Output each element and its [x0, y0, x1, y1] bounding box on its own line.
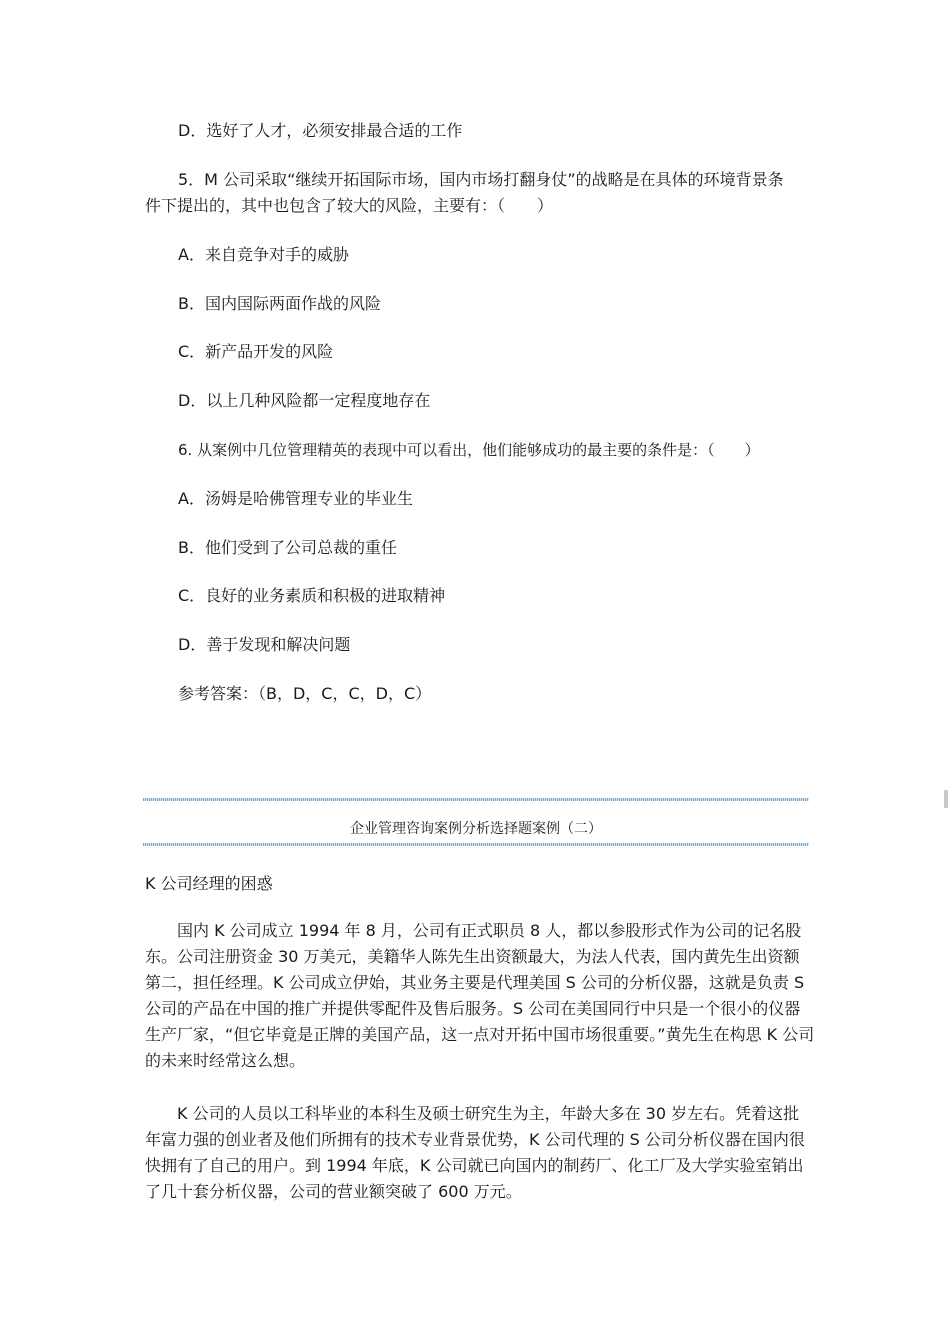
q5-option-b: B．国内国际两面作战的风险	[178, 294, 381, 313]
section-divider-bottom	[143, 843, 809, 846]
q6-option-d: D．善于发现和解决问题	[178, 635, 351, 654]
q5-stem-line1: 5．M 公司采取“继续开拓国际市场，国内市场打翻身仗”的战略是在具体的环境背景条	[178, 170, 784, 189]
q5-option-a: A．来自竞争对手的威胁	[178, 245, 349, 264]
q5-option-d: D．以上几种风险都一定程度地存在	[178, 391, 431, 410]
page-edge-mark	[944, 790, 948, 808]
case-title: K 公司经理的困惑	[145, 874, 273, 893]
case-paragraph-1: 国内 K 公司成立 1994 年 8 月，公司有正式职员 8 人，都以参股形式作为公司的记名股东。公司注册资金 30 万美元，美籍华人陈先生出资额最大，为法人代表，国内黄先生出资额第二，担任经理。K 公司成立伊始，其业务主要是代理美国 S 公司的分析仪器，这就是负责 S 公司的产品在中国的推广并提供零配件及售后服务。S 公司在美国同行中只是一个很小的仪器生产厂家，“但它毕竟是正牌的美国产品，这一点对开拓中国市场很重要。”黄先生在构思 K 公司的未来时经常这么想。	[145, 921, 815, 1070]
section-divider-top	[143, 798, 809, 801]
section-title: 企业管理咨询案例分析选择题案例（二）	[350, 821, 602, 837]
case-paragraph-2: K 公司的人员以工科毕业的本科生及硕士研究生为主，年龄大多在 30 岁左右。凭着这批年富力强的创业者及他们所拥有的技术专业背景优势，K 公司代理的 S 公司分析仪器在国内很快拥有了自己的用户。到 1994 年底，K 公司就已向国内的制药厂、化工厂及大学实验室销出了几十套分析仪器，公司的营业额突破了 600 万元。	[145, 1104, 805, 1201]
answer-key: 参考答案：（B，D，C，C，D，C）	[178, 684, 432, 703]
q6-stem: 6. 从案例中几位管理精英的表现中可以看出，他们能够成功的最主要的条件是：（ ）	[178, 441, 760, 459]
q6-option-b: B．他们受到了公司总裁的重任	[178, 538, 397, 557]
q5-stem-line2: 件下提出的，其中也包含了较大的风险，主要有：（ ）	[145, 196, 554, 215]
q5-option-c: C．新产品开发的风险	[178, 342, 334, 361]
q6-option-c: C．良好的业务素质和积极的进取精神	[178, 586, 446, 605]
q4-option-d: D．选好了人才，必须安排最合适的工作	[178, 121, 463, 140]
q6-option-a: A．汤姆是哈佛管理专业的毕业生	[178, 489, 413, 508]
